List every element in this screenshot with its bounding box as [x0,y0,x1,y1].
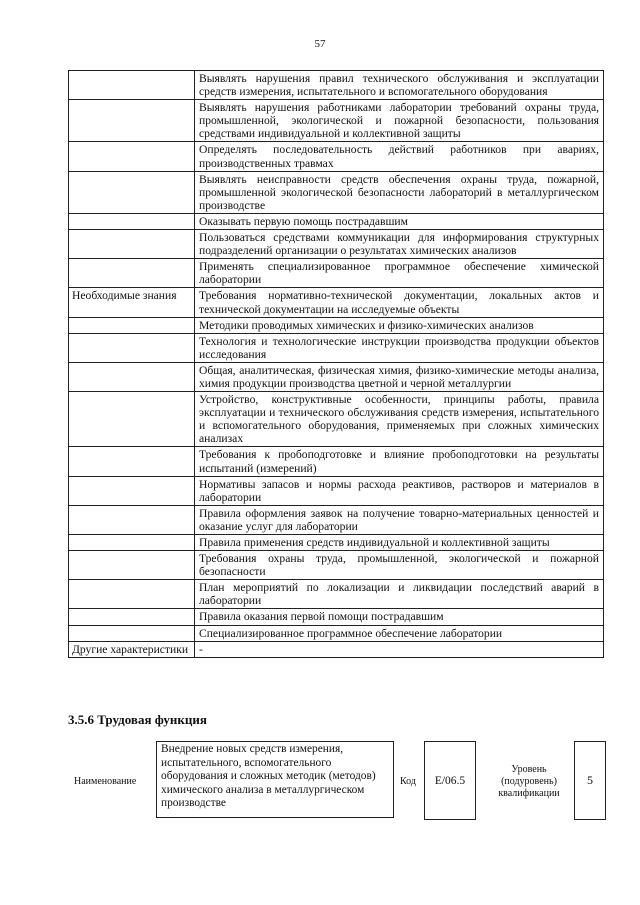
row-category [69,213,195,229]
row-category [69,362,195,391]
row-text: Выявлять нарушения правил технического обслуживания и эксплуатации средств измерения, испытательного и вспомогательного оборудования [195,71,604,100]
row-category [69,505,195,534]
function-code-box [424,741,476,820]
table-row [69,535,604,551]
table-row [69,171,604,213]
row-category [69,333,195,362]
table-row [69,71,604,100]
table-row [69,213,604,229]
row-text: Выявлять нарушения работниками лаборатории требований охраны труда, промышленной, экологической и пожарной безопасности, пользования средствами индивидуальной и коллективной защиты [195,100,604,142]
row-text: План мероприятий по локализации и ликвидации последствий аварий в лаборатории [195,580,604,609]
table-row [69,625,604,641]
row-category [69,625,195,641]
row-text: Требования нормативно-технической документации, локальных актов и технической документации на исследуемые объекты [195,288,604,317]
row-text: Специализированное программное обеспечение лаборатории [195,625,604,641]
requirements-table [68,70,604,658]
qualification-level-box [574,741,606,820]
row-category: Необходимые знания [69,288,195,317]
table-row [69,333,604,362]
row-category [69,580,195,609]
row-text: Оказывать первую помощь пострадавшим [195,213,604,229]
row-category [69,476,195,505]
table-row [69,288,604,317]
code-label: Код [400,776,416,787]
function-code-value: E/06.5 [434,774,466,787]
table-row [69,447,604,476]
table-row [69,259,604,288]
function-name-box: Внедрение новых средств измерения, испытательного, вспомогательного оборудования и сложных методик (методов) химического анализа в металлургическом производстве [156,741,394,818]
table-row [69,609,604,625]
row-category [69,230,195,259]
row-category [69,447,195,476]
row-category [69,100,195,142]
row-category [69,392,195,447]
row-text: Определять последовательность действий работников при авариях, производственных травмах [195,142,604,171]
row-text: Правила оказания первой помощи пострадавшим [195,609,604,625]
qualification-level-value: 5 [587,773,593,787]
table-row [69,641,604,657]
section-heading: 3.5.6 Трудовая функция [68,712,207,727]
row-text: Выявлять неисправности средств обеспечения охраны труда, пожарной, промышленной экологической безопасности лабораторий в металлургическом производстве [195,171,604,213]
row-text: Нормативы запасов и нормы расхода реактивов, растворов и материалов в лаборатории [195,476,604,505]
row-category [69,171,195,213]
row-category [69,71,195,100]
name-label: Наименование [74,776,137,787]
requirements-table-body [69,71,604,658]
row-text: - [195,641,604,657]
table-row [69,476,604,505]
table-row [69,317,604,333]
row-text: Требования к пробоподготовке и влияние пробоподготовки на результаты испытаний (измерений) [195,447,604,476]
table-row [69,392,604,447]
row-category [69,609,195,625]
row-category: Другие характеристики [69,641,195,657]
table-row [69,100,604,142]
row-text: Правила применения средств индивидуальной и коллективной защиты [195,535,604,551]
table-row [69,505,604,534]
row-category [69,535,195,551]
row-category [69,142,195,171]
row-category [69,317,195,333]
row-text: Пользоваться средствами коммуникации для информирования структурных подразделений организации о результатах химических анализов [195,230,604,259]
table-row [69,551,604,580]
level-label: Уровень (подуровень) квалификации [498,764,560,799]
table-row [69,142,604,171]
row-category [69,259,195,288]
table-row [69,362,604,391]
row-text: Правила оформления заявок на получение товарно-материальных ценностей и оказание услуг для лаборатории [195,505,604,534]
page-number: 57 [314,38,326,50]
row-text: Общая, аналитическая, физическая химия, физико-химические методы анализа, химия продукции производства цветной и черной металлургии [195,362,604,391]
row-text: Требования охраны труда, промышленной, экологической и пожарной безопасности [195,551,604,580]
row-text: Устройство, конструктивные особенности, принципы работы, правила эксплуатации и технического обслуживания средств измерения, испытательного и вспомогательного оборудования, применяемых при сложных химических анализах [195,392,604,447]
table-row [69,580,604,609]
row-category [69,551,195,580]
table-row [69,230,604,259]
row-text: Технология и технологические инструкции производства продукции объектов исследования [195,333,604,362]
row-text: Применять специализированное программное обеспечение химической лаборатории [195,259,604,288]
row-text: Методики проводимых химических и физико-химических анализов [195,317,604,333]
